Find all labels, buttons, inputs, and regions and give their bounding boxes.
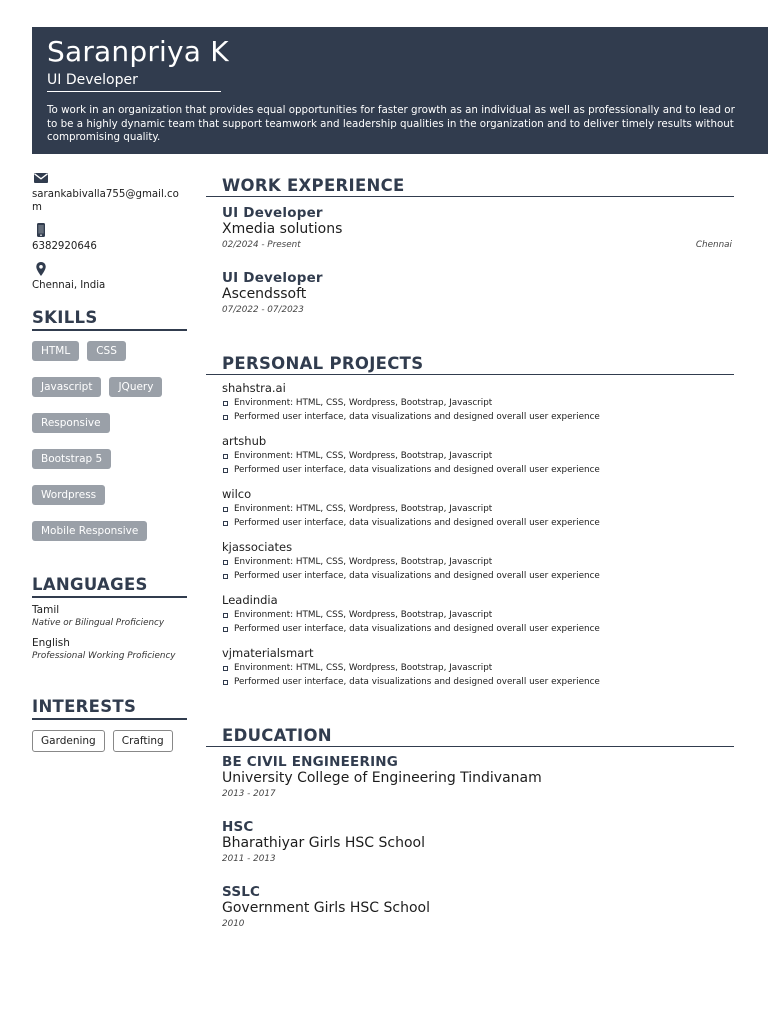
left-column	[32, 170, 187, 752]
education-dates: 2013 - 2017	[222, 789, 276, 799]
project-bullet: Performed user interface, data visualizations and designed overall user experience	[222, 622, 734, 636]
square-bullet-icon	[223, 401, 228, 406]
languages-section	[32, 574, 187, 662]
map-pin-icon	[33, 261, 49, 277]
project-item	[206, 381, 734, 424]
project-bullet: Environment: HTML, CSS, Wordpress, Bootstrap, Javascript	[222, 449, 734, 463]
language-level: Native or Bilingual Proficiency	[32, 618, 165, 628]
education-entry	[206, 754, 734, 801]
project-bullet: Performed user interface, data visualizations and designed overall user experience	[222, 569, 734, 583]
candidate-role: UI Developer	[47, 71, 221, 92]
project-item	[206, 434, 734, 477]
education-title: EDUCATION	[206, 725, 734, 747]
project-name: Leadindia	[222, 593, 278, 607]
school-name: Government Girls HSC School	[222, 900, 431, 916]
project-item	[206, 487, 734, 530]
project-bullet: Performed user interface, data visualizations and designed overall user experience	[222, 675, 734, 689]
work-entry	[206, 205, 734, 252]
square-bullet-icon	[223, 560, 228, 565]
square-bullet-icon	[223, 507, 228, 512]
summary-text: To work in an organization that provides equal opportunities for faster growth as an individual as well as professionally and to lead or to be a highly dynamic team that support teamwork and leadership qualities in the organization and to deliver timely results without compromising quality.	[47, 104, 735, 143]
projects-title: PERSONAL PROJECTS	[206, 353, 734, 375]
location-text: Chennai, India	[32, 280, 106, 291]
degree-title: BE CIVIL ENGINEERING	[222, 754, 399, 770]
project-bullet: Performed user interface, data visualizations and designed overall user experience	[222, 463, 734, 477]
contact-location	[32, 261, 187, 292]
skill-chip: Mobile Responsive	[32, 521, 147, 541]
interest-chip: Crafting	[113, 730, 173, 752]
project-name: artshub	[222, 434, 267, 448]
project-bullet: Environment: HTML, CSS, Wordpress, Bootstrap, Javascript	[222, 608, 734, 622]
phone-text[interactable]: 6382920646	[32, 241, 97, 252]
square-bullet-icon	[223, 454, 228, 459]
square-bullet-icon	[223, 627, 228, 632]
job-title: UI Developer	[222, 270, 323, 286]
degree-title: HSC	[222, 819, 254, 835]
language-level: Professional Working Proficiency	[32, 651, 176, 661]
square-bullet-icon	[223, 613, 228, 618]
project-bullet: Environment: HTML, CSS, Wordpress, Bootstrap, Javascript	[222, 661, 734, 675]
school-name: Bharathiyar Girls HSC School	[222, 835, 425, 851]
square-bullet-icon	[223, 415, 228, 420]
project-name: shahstra.ai	[222, 381, 286, 395]
job-title: UI Developer	[222, 205, 323, 221]
languages-title: LANGUAGES	[32, 574, 187, 598]
skills-section	[32, 307, 187, 541]
square-bullet-icon	[223, 666, 228, 671]
education-dates: 2011 - 2013	[222, 854, 276, 864]
project-name: wilco	[222, 487, 252, 501]
envelope-icon	[33, 170, 49, 186]
education-entry	[206, 884, 734, 931]
project-bullet: Performed user interface, data visualizations and designed overall user experience	[222, 516, 734, 530]
school-name: University College of Engineering Tindivanam	[222, 770, 542, 786]
right-column	[206, 170, 734, 931]
work-experience-section	[206, 175, 734, 317]
language-name: Tamil	[32, 604, 60, 616]
degree-title: SSLC	[222, 884, 261, 900]
skill-chip: JQuery	[109, 377, 162, 397]
skills-title: SKILLS	[32, 307, 187, 331]
project-item	[206, 593, 734, 636]
project-item	[206, 646, 734, 689]
job-location: Chennai	[695, 240, 732, 250]
contact-email	[32, 170, 187, 214]
skill-chip: Responsive	[32, 413, 110, 433]
square-bullet-icon	[223, 574, 228, 579]
skills-list	[32, 341, 187, 541]
project-name: vjmaterialsmart	[222, 646, 314, 660]
projects-section	[206, 353, 734, 689]
mobile-phone-icon	[33, 222, 49, 238]
project-name: kjassociates	[222, 540, 293, 554]
job-dates: 02/2024 - Present	[222, 240, 301, 250]
education-section	[206, 725, 734, 931]
skill-chip: CSS	[87, 341, 126, 361]
project-bullet: Environment: HTML, CSS, Wordpress, Bootstrap, Javascript	[222, 555, 734, 569]
square-bullet-icon	[223, 521, 228, 526]
project-bullet: Environment: HTML, CSS, Wordpress, Bootstrap, Javascript	[222, 502, 734, 516]
education-entry	[206, 819, 734, 866]
skill-chip: Bootstrap 5	[32, 449, 111, 469]
candidate-name: Saranpriya K	[47, 35, 229, 68]
skill-chip: Wordpress	[32, 485, 105, 505]
contact-phone	[32, 222, 187, 253]
company-name: Ascendssoft	[222, 286, 307, 302]
square-bullet-icon	[223, 468, 228, 473]
skill-chip: Javascript	[32, 377, 101, 397]
skill-chip: HTML	[32, 341, 79, 361]
project-bullet: Environment: HTML, CSS, Wordpress, Bootstrap, Javascript	[222, 396, 734, 410]
square-bullet-icon	[223, 680, 228, 685]
work-entry	[206, 270, 734, 317]
interests-title: INTERESTS	[32, 696, 187, 720]
work-experience-title: WORK EXPERIENCE	[206, 175, 734, 197]
email-text[interactable]: sarankabivalla755@gmail.com	[32, 189, 179, 213]
education-dates: 2010	[222, 919, 245, 929]
project-bullet: Performed user interface, data visualizations and designed overall user experience	[222, 410, 734, 424]
company-name: Xmedia solutions	[222, 221, 343, 237]
interests-section	[32, 696, 187, 752]
language-name: English	[32, 637, 70, 649]
job-dates: 07/2022 - 07/2023	[222, 305, 304, 315]
project-item	[206, 540, 734, 583]
resume-header	[32, 27, 768, 154]
interest-chip: Gardening	[32, 730, 105, 752]
